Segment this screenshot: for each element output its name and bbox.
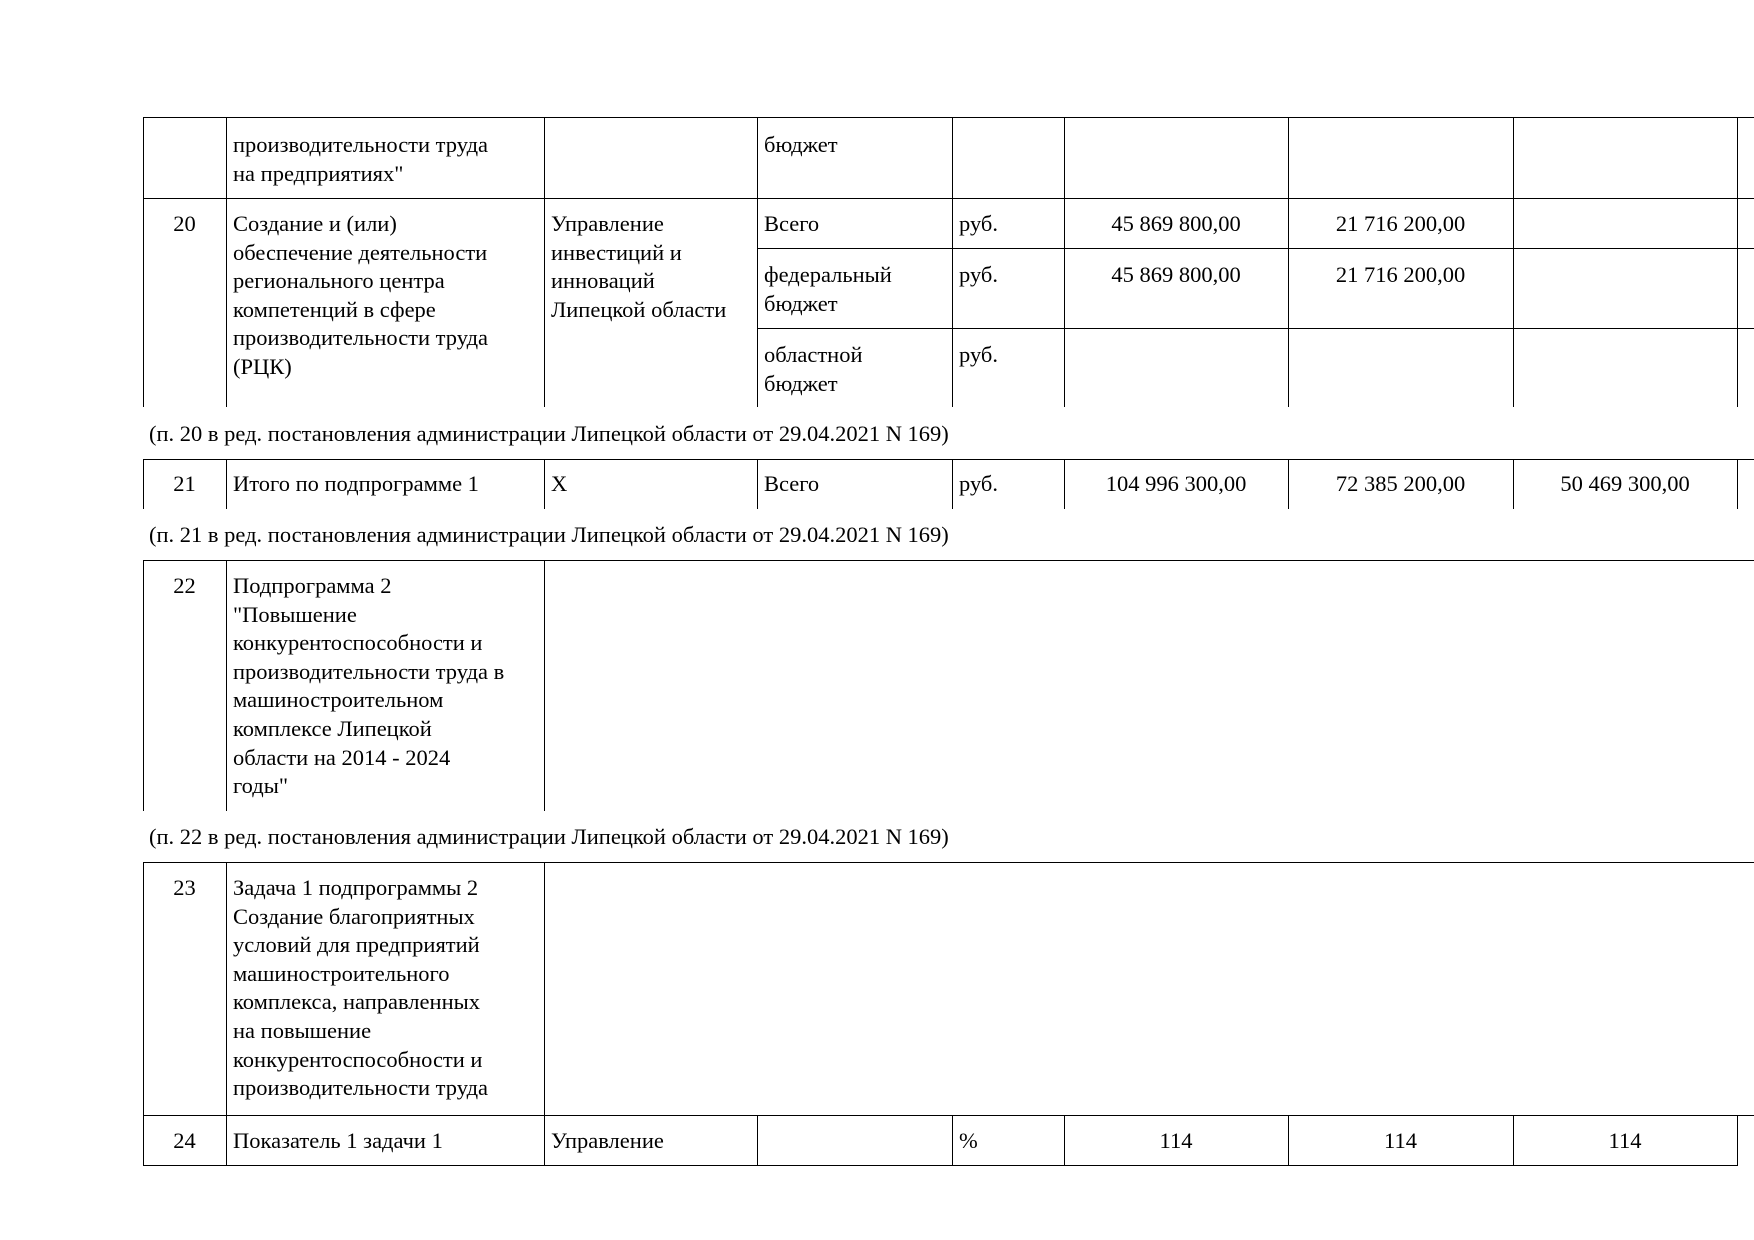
rule <box>226 560 227 811</box>
row-value-3: 114 <box>1608 1128 1642 1153</box>
rule <box>544 560 545 811</box>
rule <box>952 1115 953 1166</box>
row-name: Итого по подпрограмме 1 <box>233 471 479 496</box>
row-source: бюджет <box>764 132 838 157</box>
amendment-note: (п. 22 в ред. постановления администрации Липецкой области от 29.04.2021 N 169) <box>149 824 949 849</box>
row-name: Подпрограмма 2 "Повышение конкурентоспособности и производительности труда в машиностроительном комплексе Липецкой области на 2014 - 2024 годы" <box>233 573 505 799</box>
row-name: Показатель 1 задачи 1 <box>233 1128 443 1153</box>
row-unit: руб. <box>959 342 998 367</box>
rule <box>226 117 227 407</box>
rule <box>757 248 1754 249</box>
amendment-note: (п. 20 в ред. постановления администрации Липецкой области от 29.04.2021 N 169) <box>149 421 949 446</box>
rule <box>143 117 144 407</box>
row-number: 20 <box>173 211 196 236</box>
row-executor: X <box>551 471 568 496</box>
row-value-2: 21 716 200,00 <box>1335 262 1466 287</box>
row-name: Создание и (или) обеспечение деятельности регионального центра компетенций в сфере производительности труда (РЦК) <box>233 211 489 379</box>
row-source: Всего <box>764 211 820 236</box>
row-source: федеральный бюджет <box>764 262 892 316</box>
row-value-1: 45 869 800,00 <box>1111 262 1241 287</box>
rule <box>1513 117 1514 407</box>
row-unit: руб. <box>959 471 998 496</box>
row-executor: Управление инвестиций и инноваций Липецкой области <box>551 211 727 322</box>
row-value-3: 50 469 300,00 <box>1560 471 1690 496</box>
row-value-2: 21 716 200,00 <box>1335 211 1466 236</box>
row-number: 24 <box>173 1128 196 1153</box>
row-unit: % <box>959 1128 978 1153</box>
rule <box>952 459 953 509</box>
row-name: производительности труда на предприятиях" <box>233 132 489 186</box>
rule <box>757 459 758 509</box>
row-value-1: 114 <box>1159 1128 1193 1153</box>
row-number: 21 <box>173 471 196 496</box>
rule <box>757 328 1754 329</box>
rule <box>952 117 953 407</box>
row-unit: руб. <box>959 211 998 236</box>
rule <box>544 862 545 1166</box>
rule <box>544 117 545 407</box>
rule <box>757 117 758 407</box>
rule <box>143 1165 1738 1166</box>
rule <box>226 459 227 509</box>
row-executor: Управление <box>551 1128 664 1153</box>
rule <box>1737 1115 1738 1166</box>
rule <box>226 862 227 1166</box>
rule <box>143 862 1754 863</box>
row-value-2: 114 <box>1384 1128 1417 1153</box>
amendment-note: (п. 21 в ред. постановления администрации Липецкой области от 29.04.2021 N 169) <box>149 522 949 547</box>
row-source: областной бюджет <box>764 342 863 396</box>
rule <box>1737 117 1738 407</box>
row-value-1: 104 996 300,00 <box>1105 471 1247 496</box>
rule <box>143 560 1754 561</box>
rule <box>1737 459 1738 509</box>
row-number: 22 <box>173 573 196 598</box>
rule <box>143 862 144 1166</box>
rule <box>757 1115 758 1166</box>
row-unit: руб. <box>959 262 998 287</box>
row-name: Задача 1 подпрограммы 2 Создание благоприятных условий для предприятий машиностроительного комплекса, направленных на повышение конкурентоспособности и производительности труда <box>233 875 489 1101</box>
row-number: 23 <box>173 875 196 900</box>
rule <box>544 459 545 509</box>
row-source: Всего <box>764 471 820 496</box>
row-value-2: 72 385 200,00 <box>1335 471 1466 496</box>
row-value-1: 45 869 800,00 <box>1111 211 1241 236</box>
